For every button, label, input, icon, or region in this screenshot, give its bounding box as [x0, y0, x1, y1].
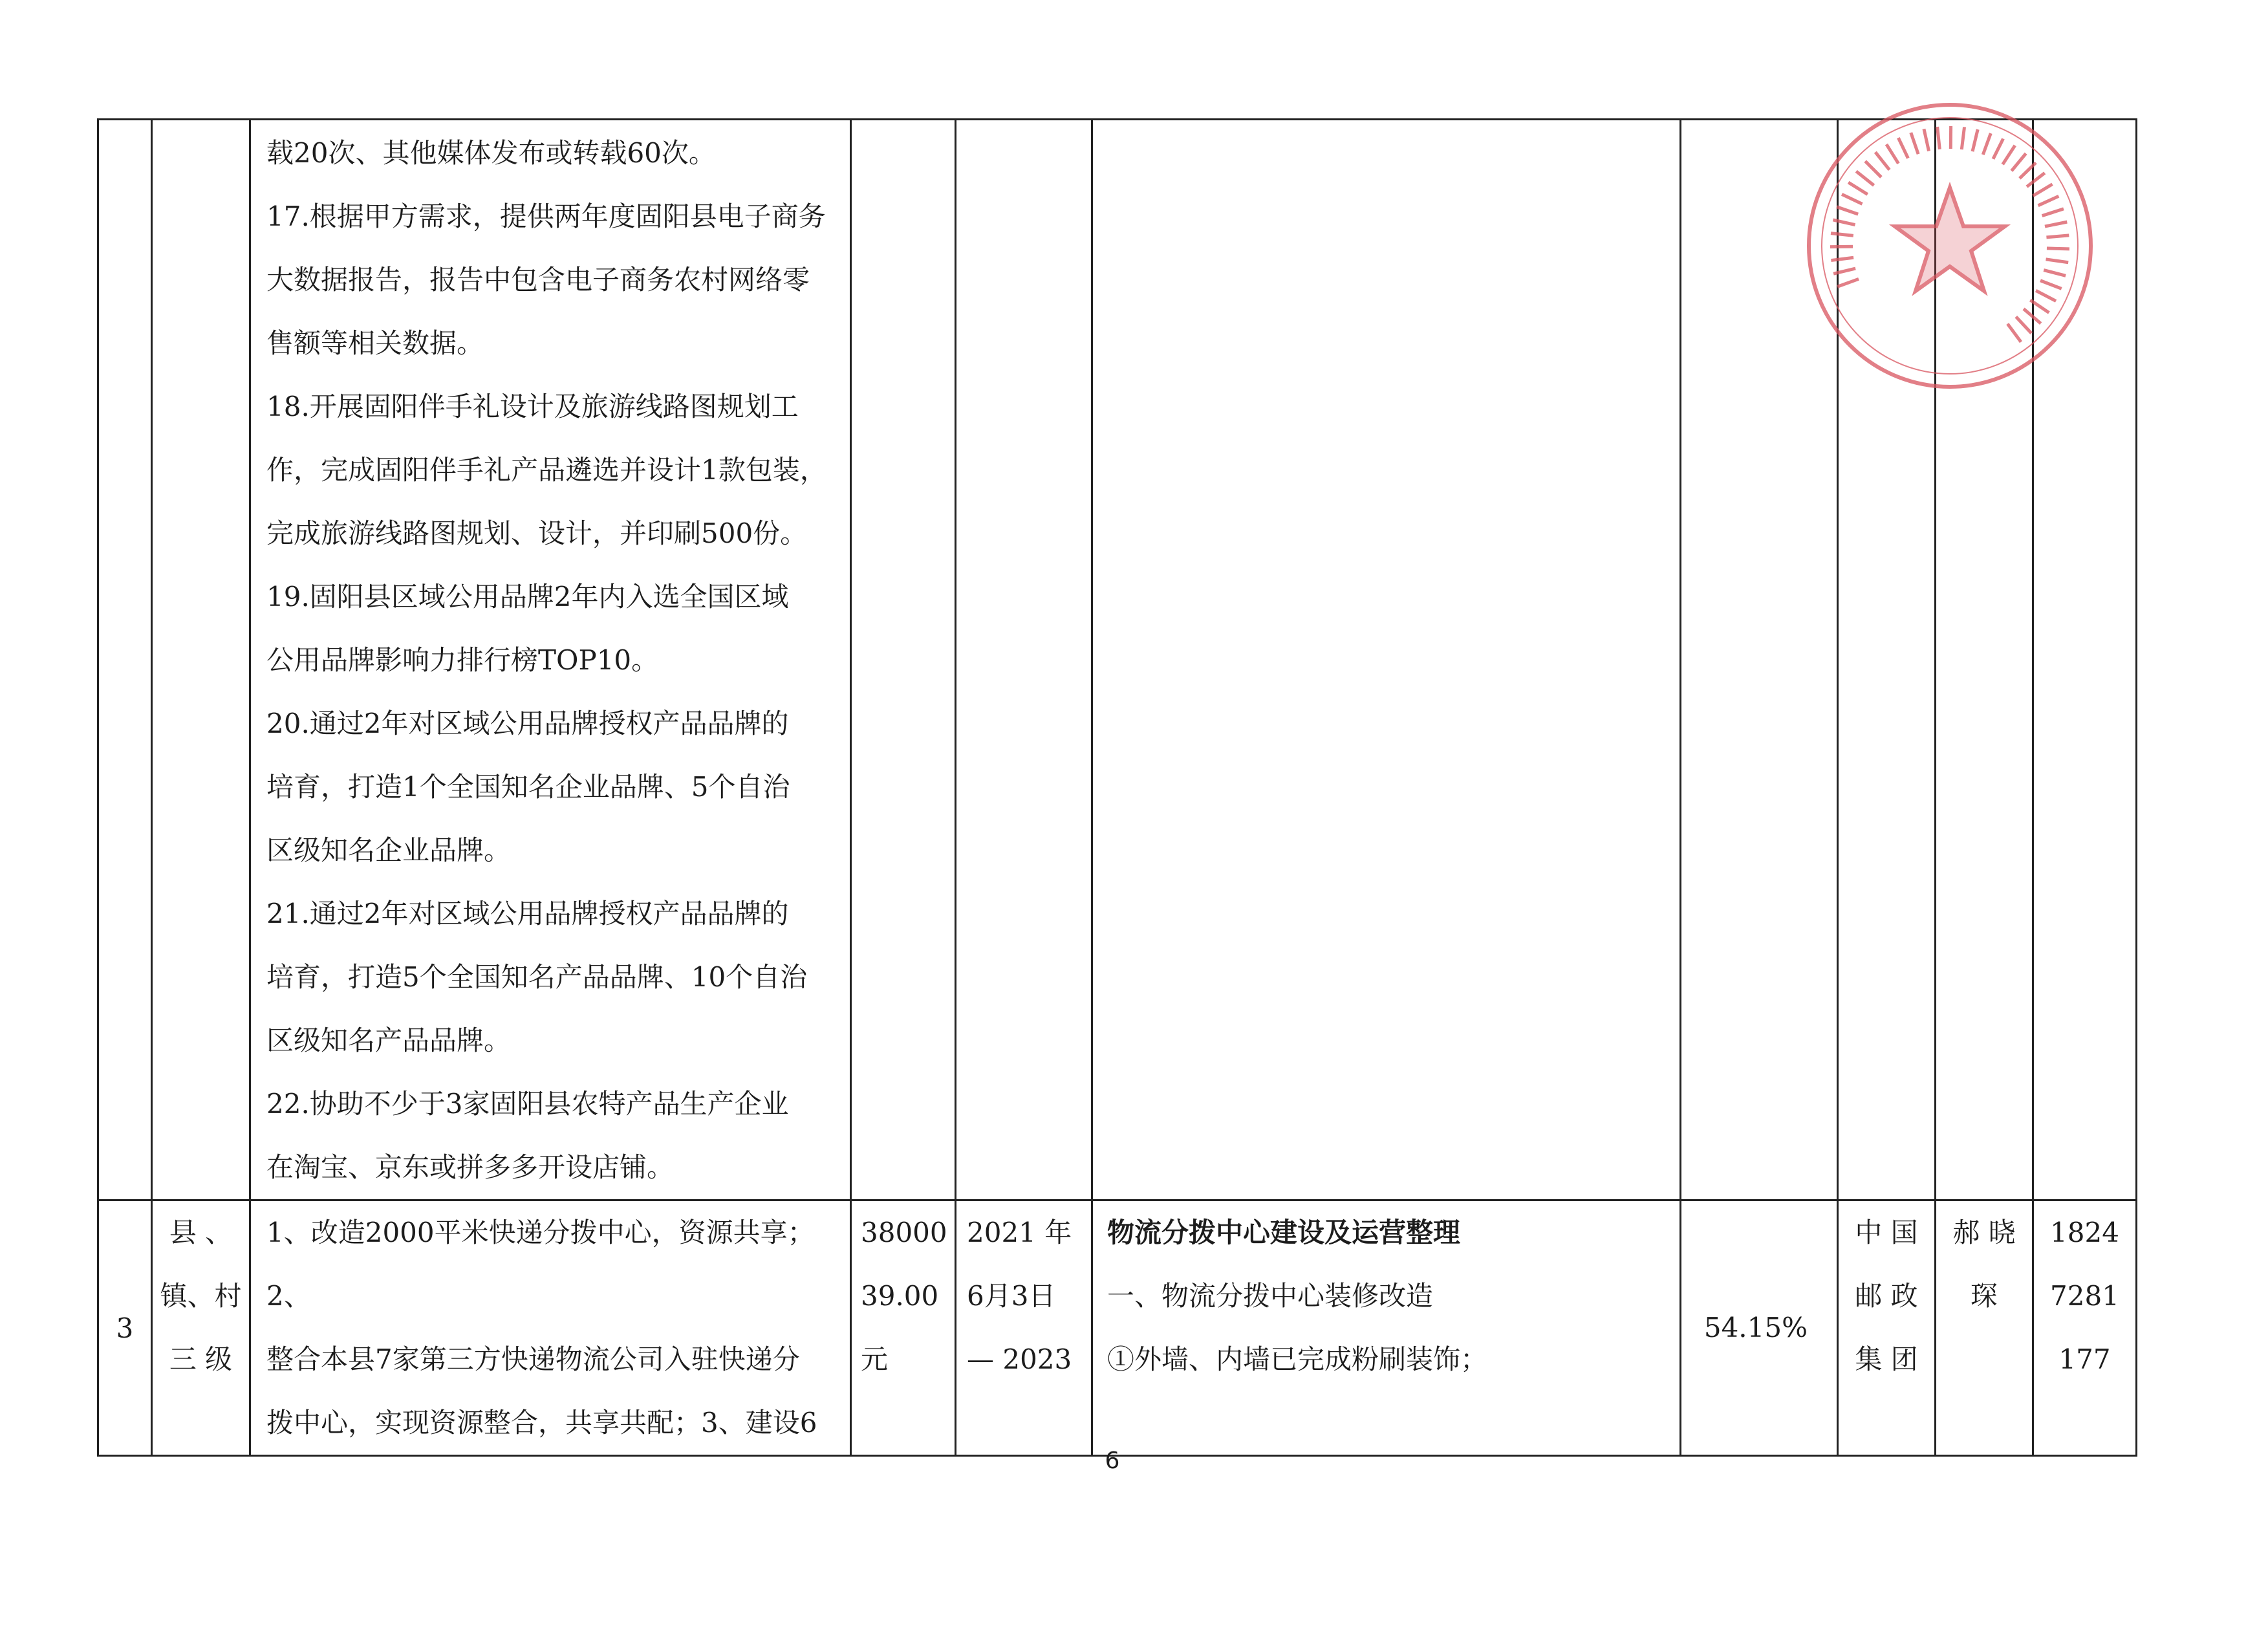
- category-line: 县 、: [169, 1217, 233, 1248]
- seal-mark: [1833, 268, 1855, 274]
- unit-line: 中 国: [1855, 1217, 1918, 1248]
- cell-category: [152, 1200, 250, 1456]
- cell-progress: [1092, 120, 1681, 1200]
- seal-mark: [2020, 162, 2036, 178]
- cell-no: 3: [98, 1200, 152, 1456]
- person-line: 郝 晓: [1952, 1217, 2016, 1248]
- content-line: 21.通过2年对区域公用品牌授权产品品牌的: [266, 898, 789, 929]
- seal-mark: [2024, 309, 2041, 323]
- seal-mark: [1842, 194, 1863, 204]
- phone-line: 1824: [2050, 1217, 2119, 1248]
- seal-mark: [2027, 173, 2045, 186]
- phone-line: 177: [2058, 1343, 2111, 1375]
- amount-line: 元: [861, 1343, 889, 1375]
- seal-mark: [1972, 129, 1978, 151]
- seal-mark: [2045, 222, 2067, 226]
- cell-category: [152, 120, 250, 1200]
- cell-unit: [1838, 1200, 1936, 1456]
- seal-mark: [2046, 259, 2069, 263]
- seal-mark: [1886, 144, 1899, 164]
- cell-content: [250, 1200, 851, 1456]
- cell-progress: [1092, 1200, 1681, 1456]
- cell-rate: [1681, 1200, 1838, 1456]
- content-line: 大数据报告，报告中包含电子商务农村网络零: [266, 264, 810, 296]
- seal-mark: [2030, 300, 2049, 313]
- progress-title: 物流分拨中心建设及运营整理: [1107, 1217, 1461, 1248]
- cell-person: [1936, 1200, 2033, 1456]
- content-line: 作，完成固阳伴手礼产品遴选并设计1款包装，: [266, 454, 827, 486]
- seal-mark: [1831, 233, 1853, 236]
- content-line: 培育，打造5个全国知名产品品牌、10个自治: [266, 961, 808, 993]
- content-line: 售额等相关数据。: [266, 327, 484, 359]
- seal-mark: [1993, 138, 2003, 158]
- period-line: 2021 年: [967, 1217, 1072, 1248]
- person-line: 琛: [1970, 1280, 1998, 1312]
- star-icon: [1895, 188, 2005, 291]
- seal-mark: [1831, 257, 1853, 260]
- seal-mark: [2046, 235, 2069, 237]
- content-line: 19.固阳县区域公用品牌2年内入选全国区域: [266, 581, 789, 613]
- seal-mark: [1924, 129, 1929, 151]
- cell-amount: [851, 1200, 956, 1456]
- seal-mark: [2007, 324, 2021, 342]
- seal-mark: [1833, 220, 1855, 225]
- seal-mark: [1875, 152, 1890, 169]
- seal-mark: [2016, 317, 2031, 334]
- unit-line: 邮 政: [1855, 1280, 1918, 1312]
- category-line: 三 级: [169, 1343, 233, 1375]
- content-line: 1、改造2000平米快递分拨中心，资源共享；2、: [266, 1217, 815, 1312]
- seal-mark: [2038, 196, 2058, 206]
- category-line: 镇、村: [160, 1280, 242, 1312]
- seal-mark: [1865, 161, 1881, 177]
- seal-mark: [2003, 146, 2015, 164]
- official-seal: [1798, 94, 2102, 398]
- cell-no: [98, 120, 152, 1200]
- content-line: 整合本县7家第三方快递物流公司入驻快递分: [266, 1343, 800, 1375]
- amount-line: 39.00: [861, 1280, 939, 1312]
- seal-mark: [2047, 248, 2069, 249]
- period-line: — 2023: [967, 1343, 1072, 1375]
- content-line: 拨中心，实现资源整合，共享共配；3、建设6: [266, 1407, 817, 1438]
- content-line: 17.根据甲方需求，提供两年度固阳县电子商务: [266, 201, 826, 232]
- seal-mark: [1961, 127, 1964, 149]
- content-line: 22.协助不少于3家固阳县农特产品生产企业: [266, 1088, 789, 1120]
- cell-amount: [851, 120, 956, 1200]
- content-line: 载20次、其他媒体发布或转载60次。: [266, 137, 716, 169]
- seal-mark: [2042, 209, 2064, 216]
- page-number: 6: [1105, 1448, 1120, 1474]
- seal-mark: [1911, 133, 1918, 154]
- content-line: 培育，打造1个全国知名企业品牌、5个自治: [266, 771, 790, 803]
- seal-mark: [2044, 270, 2066, 276]
- unit-line: 集 团: [1855, 1343, 1918, 1375]
- content-line: 20.通过2年对区域公用品牌授权产品品牌的: [266, 708, 789, 739]
- amount-line: 38000: [861, 1217, 947, 1248]
- seal-mark: [2040, 281, 2062, 289]
- progress-line: ①外墙、内墙已完成粉刷装饰；: [1107, 1343, 1488, 1375]
- content-line: 公用品牌影响力排行榜TOP10。: [266, 644, 659, 676]
- seal-mark: [2036, 290, 2056, 301]
- content-line: 完成旅游线路图规划、设计，并印刷500份。: [266, 517, 808, 549]
- table-row: [98, 1200, 2137, 1456]
- cell-period: [956, 120, 1092, 1200]
- seal-mark: [1898, 138, 1908, 158]
- completion-rate: 54.15%: [1703, 1312, 1808, 1343]
- cell-content: [250, 120, 851, 1200]
- content-line: 区级知名企业品牌。: [266, 834, 512, 866]
- progress-line: 一、物流分拨中心装修改造: [1107, 1280, 1434, 1312]
- seal-mark: [1837, 279, 1859, 287]
- seal-mark: [2033, 184, 2053, 196]
- period-line: 6月3日: [967, 1280, 1056, 1312]
- cell-phone: [2033, 1200, 2137, 1456]
- content-line: 区级知名产品品牌。: [266, 1025, 512, 1056]
- seal-mark: [1837, 207, 1858, 214]
- content-line: 18.开展固阳伴手礼设计及旅游线路图规划工: [266, 391, 799, 422]
- cell-period: [956, 1200, 1092, 1456]
- seal-mark: [1856, 171, 1874, 186]
- phone-line: 7281: [2050, 1280, 2119, 1312]
- content-line: 在淘宝、京东或拼多多开设店铺。: [266, 1151, 675, 1183]
- seal-mark: [1848, 182, 1868, 195]
- seal-mark: [1983, 133, 1991, 155]
- seal-mark: [2011, 153, 2025, 171]
- seal-mark: [1938, 127, 1940, 149]
